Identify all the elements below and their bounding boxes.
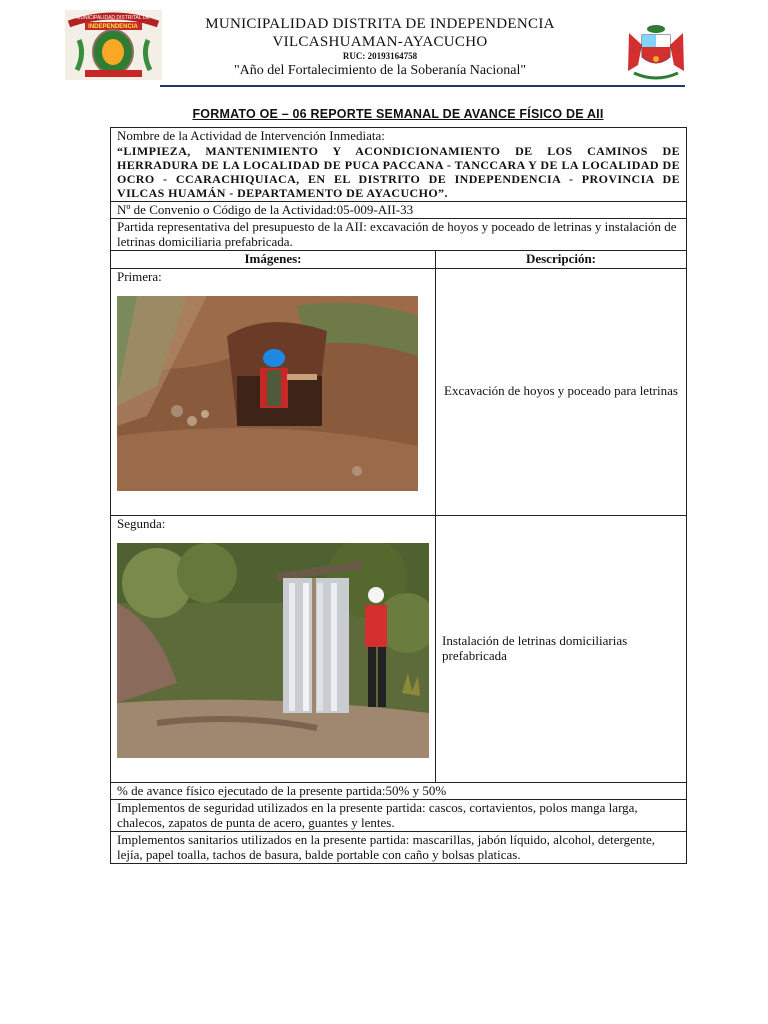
- convenio-row: [111, 201, 687, 219]
- photo-description-2: Instalación de letrinas domiciliarias prefabricada: [436, 515, 687, 782]
- report-table: [110, 127, 687, 864]
- sanitarios-row: [111, 832, 687, 864]
- ruc-number: RUC: 20193164758: [342, 51, 418, 61]
- column-header-row: [111, 251, 687, 269]
- peru-coat-of-arms-icon: [626, 23, 686, 81]
- crest-top-text: MUNICIPALIDAD DISTRITAL DE: [76, 15, 150, 21]
- partida-cell: Partida representativa del presupuesto de la AII: excavación de hoyos y poceado de letrinas y instalación de letrinas domiciliaria prefabricada.: [111, 219, 687, 251]
- sanitarios-cell: Implementos sanitarios utilizados en la presente partida: mascarillas, jabón líquido, alcohol, detergente, lejía, papel toalla, tachos de basura, balde portable con caño y bolsas platicas.: [111, 832, 687, 864]
- avance-row: [111, 782, 687, 800]
- photo-cell-2: [111, 515, 436, 782]
- description-header: Descripción:: [436, 251, 687, 269]
- photo-row-1: [111, 268, 687, 515]
- images-header: Imágenes:: [111, 251, 436, 269]
- excavation-photo: [117, 296, 418, 491]
- header-divider: [160, 85, 685, 87]
- photo-label-1: Primera:: [117, 268, 162, 284]
- seguridad-row: [111, 800, 687, 832]
- activity-row: [111, 128, 687, 202]
- municipal-crest-icon: [65, 10, 162, 80]
- activity-cell: [111, 128, 687, 202]
- convenio-cell: Nº de Convenio o Código de la Actividad:05-009-AII-33: [111, 201, 687, 219]
- crest-main-text: INDEPENDENCIA: [88, 24, 138, 30]
- document-title: FORMATO OE – 06 REPORTE SEMANAL DE AVANCE FÍSICO DE AII: [192, 107, 604, 121]
- municipality-location: VILCASHUAMAN-AYACUCHO: [272, 34, 488, 50]
- year-slogan: "Año del Fortalecimiento de la Soberanía Nacional": [233, 63, 527, 78]
- latrine-installation-photo: [117, 543, 429, 758]
- photo-row-2: [111, 515, 687, 782]
- photo-cell-1: [111, 268, 436, 515]
- letterhead: [170, 15, 590, 80]
- activity-name: “LIMPIEZA, MANTENIMIENTO Y ACONDICIONAMIENTO DE LOS CAMINOS DE HERRADURA DE LA LOCALIDAD DE PUCA PACCANA - TANCCARA Y DE LA LOCALIDAD DE OCRO - CCARACHIQUIACA, EN EL DISTRITO DE INDEPENDENCIA - PROVINCIA DE VILCAS HUAMÁN - DEPARTAMENTO DE AYACUCHO”.: [117, 143, 680, 200]
- seguridad-cell: Implementos de seguridad utilizados en la presente partida: cascos, cortavientos, polos manga larga, chalecos, zapatos de punta de acero, guantes y lentes.: [111, 800, 687, 832]
- activity-label: Nombre de la Actividad de Intervención Inmediata:: [117, 128, 385, 143]
- municipality-name: MUNICIPALIDAD DISTRITA DE INDEPENDENCIA: [205, 16, 555, 32]
- partida-row: [111, 219, 687, 251]
- photo-label-2: Segunda:: [117, 515, 166, 531]
- avance-cell: % de avance físico ejecutado de la presente partida:50% y 50%: [111, 782, 687, 800]
- photo-description-1: Excavación de hoyos y poceado para letrinas: [436, 268, 687, 515]
